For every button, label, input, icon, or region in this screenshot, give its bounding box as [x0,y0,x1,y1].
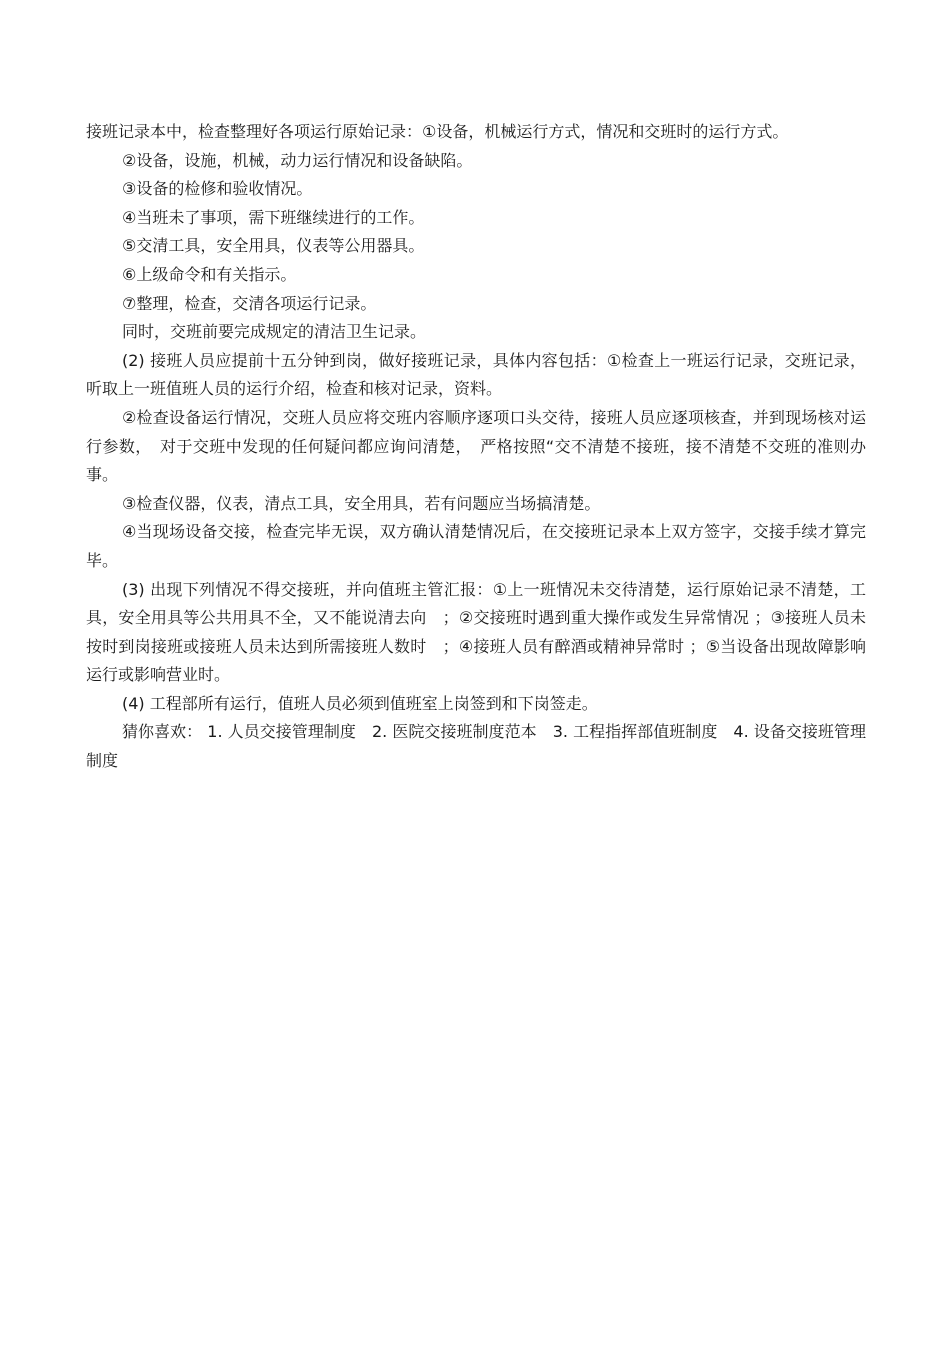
paragraph-section-4: (4) 工程部所有运行，值班人员必须到值班室上岗签到和下岗签走。 [122,693,598,713]
paragraph-item-2: ②设备，设施，机械，动力运行情况和设备缺陷。 [122,150,473,170]
paragraph-section-2-item-4: ④当现场设备交接，检查完毕无误，双方确认清楚情况后，在交接班记录本上双方签字，交接手续才算完毕。 [86,522,866,570]
paragraph-item-5: ⑤交清工具，安全用具，仪表等公用器具。 [122,236,425,256]
document-body [86,118,866,776]
paragraph-section-3: (3) 出现下列情况不得交接班，并向值班主管汇报：①上一班情况未交待清楚，运行原始记录不清楚，工具，安全用具等公共用具不全，又不能说清去向 ；②交接班时遇到重大操作或发生异常情况 ；③接班人员未按时到岗接班或接班人员未达到所需接班人数时 ；④接班人员有醉酒或精神异常时 ；⑤当设备出现故障影响运行或影响营业时。 [86,579,866,685]
paragraph-shift-record-intro: 接班记录本中，检查整理好各项运行原始记录：①设备，机械运行方式，情况和交班时的运行方式。 [86,122,789,141]
paragraph-item-3: ③设备的检修和验收情况。 [122,179,313,199]
paragraph-related-links: 猜你喜欢： 1. 人员交接管理制度 2. 医院交接班制度范本 3. 工程指挥部值班制度 4. 设备交接班管理制度 [86,722,866,771]
paragraph-section-2: (2) 接班人员应提前十五分钟到岗，做好接班记录，具体内容包括：①检查上一班运行记录，交班记录，听取上一班值班人员的运行介绍，检查和核对记录，资料。 [86,350,866,399]
paragraph-section-2-item-3: ③检查仪器，仪表，清点工具，安全用具，若有问题应当场搞清楚。 [122,493,601,513]
paragraph-cleaning-record: 同时，交班前要完成规定的清洁卫生记录。 [122,322,427,342]
paragraph-item-4: ④当班未了事项，需下班继续进行的工作。 [122,207,425,227]
paragraph-item-7: ⑦整理，检查，交清各项运行记录。 [122,293,377,313]
paragraph-section-2-item-2: ②检查设备运行情况，交班人员应将交班内容顺序逐项口头交待，接班人员应逐项核查，并到现场核对运行参数， 对于交班中发现的任何疑问都应询问清楚， 严格按照“交不清楚不接班，接不清楚不交班的准则办事。 [86,407,866,485]
paragraph-item-6: ⑥上级命令和有关指示。 [122,264,297,284]
